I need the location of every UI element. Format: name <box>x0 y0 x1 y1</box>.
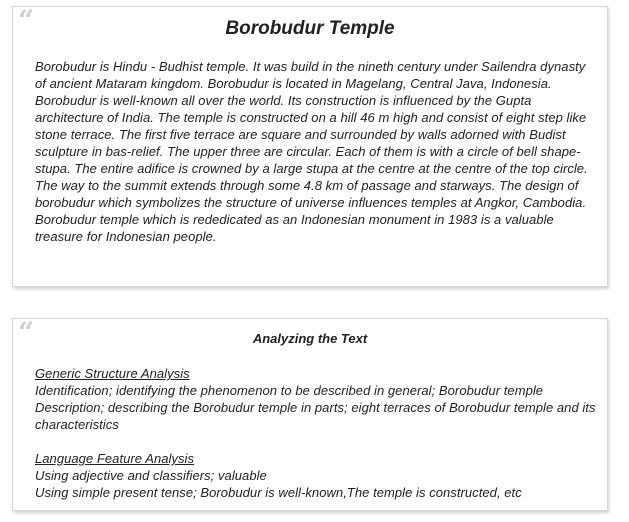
language-feature-item: Using adjective and classifiers; valuable <box>35 468 267 483</box>
quote-mark-icon: “ <box>18 4 35 37</box>
analysis-card <box>12 318 608 511</box>
description-text: Description; describing the Borobudur temple in parts; eight terraces of Borobudur temple and its characteristics <box>35 400 596 432</box>
section-spacer <box>35 433 599 450</box>
article-paragraph: Borobudur temple which is rededicated as an Indonesian monument in 1983 is a valuable treasure for Indonesian people. <box>35 212 554 244</box>
article-paragraph: Borobudur is Hindu - Budhist temple. It was build in the nineth century under Sailendra dynasty of ancient Mataram kingdom. Borobudur is located in Magelang, Central Java, Indonesia. <box>35 59 586 91</box>
language-feature-heading: Language Feature Analysis <box>35 451 195 466</box>
language-feature-item: Using simple present tense; Borobudur is well-known,The temple is constructed, etc <box>35 485 522 500</box>
article-title: Borobudur Temple <box>225 18 395 39</box>
generic-structure-heading: Generic Structure Analysis <box>35 366 190 381</box>
identification-text: Identification; identifying the phenomenon to be described in general; Borobudur temple <box>35 383 544 398</box>
article-body <box>35 58 599 245</box>
article-card <box>12 6 608 287</box>
article-paragraph: Borobudur is well-known all over the world. Its construction is influenced by the Gupta architecture of India. The temple is constructed on a hill 46 m high and consist of eight step like stone terrace. The first five terrace are square and surrounded by walls adorned with Budist sculpture in bas-relief. The upper three are circular. Each of them is with a circle of bell shape-stupa. The entire adifice is crowned by a large stupa at the centre at the centre of the top circle. The way to the summit extends through some 4.8 km of passage and starways. The design of borobudur which symbolizes the structure of universe influences temples at Angkor, Cambodia. <box>35 93 588 210</box>
analysis-title: Analyzing the Text <box>252 331 368 346</box>
quote-mark-icon: “ <box>18 316 35 349</box>
analysis-body <box>35 365 599 501</box>
